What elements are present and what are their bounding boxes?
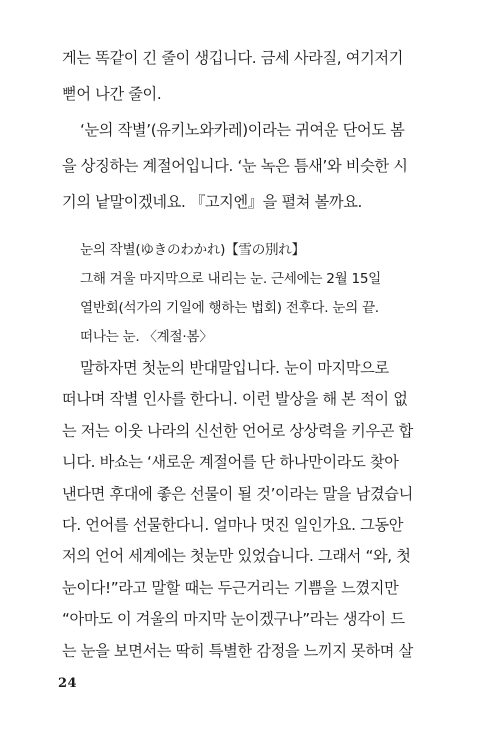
body-text-line: 뻗어 나간 줄이. [62,85,162,103]
body-text-line: 는 저는 이웃 나라의 신선한 언어로 상상력을 키우곤 합 [62,421,413,440]
body-text-line: 니다. 바쇼는 ‘새로운 계절어를 단 하나만이라도 찾아 [62,453,399,472]
body-text-line: 을 상징하는 계절어입니다. ‘눈 녹은 틈새’와 비슷한 시 [62,157,408,175]
page-number: 24 [58,676,78,691]
definition-line: 그해 겨울 마지막으로 내리는 눈. 근세에는 2월 15일 [80,271,382,287]
body-text-line: ‘눈의 작별’(유키노와카레)이라는 귀여운 단어도 봄 [80,121,405,139]
body-text-line: 말하자면 첫눈의 반대말입니다. 눈이 마지막으로 [80,359,389,377]
body-text-line: 다. 언어를 선물한다니. 얼마나 멋진 일인가요. 그동안 [62,516,404,534]
definition-line: 떠나는 눈. 〈계절·봄〉 [80,329,213,345]
definition-line: 열반회(석가의 기일에 행하는 법회) 전후다. 눈의 끝. [80,300,379,316]
body-text-line: 저의 언어 세계에는 첫눈만 있었습니다. 그래서 “와, 첫 [62,547,411,566]
body-text-line: 게는 똑같이 긴 줄이 생깁니다. 금세 사라질, 여기저기 [62,49,404,67]
body-text-line: 낸다면 후대에 좋은 선물이 될 것’이라는 말을 남겼습니 [62,484,413,503]
body-text-line: 떠나며 작별 인사를 한다니. 이런 발상을 해 본 적이 없 [62,390,408,409]
body-text-line: 눈이다!”라고 말할 때는 두근거리는 기쁨을 느꼈지만 [62,578,399,597]
definition-heading: 눈의 작별(ゆきのわかれ)【雪の別れ】 [80,242,305,258]
body-text-line: 는 눈을 보면서는 딱히 특별한 감정을 느끼지 못하며 살 [62,641,413,660]
body-text-line: “아마도 이 겨울의 마지막 눈이겠구나”라는 생각이 드 [62,610,405,629]
body-text-line: 기의 낱말이겠네요. 『고지엔』을 펼쳐 볼까요. [62,193,363,211]
